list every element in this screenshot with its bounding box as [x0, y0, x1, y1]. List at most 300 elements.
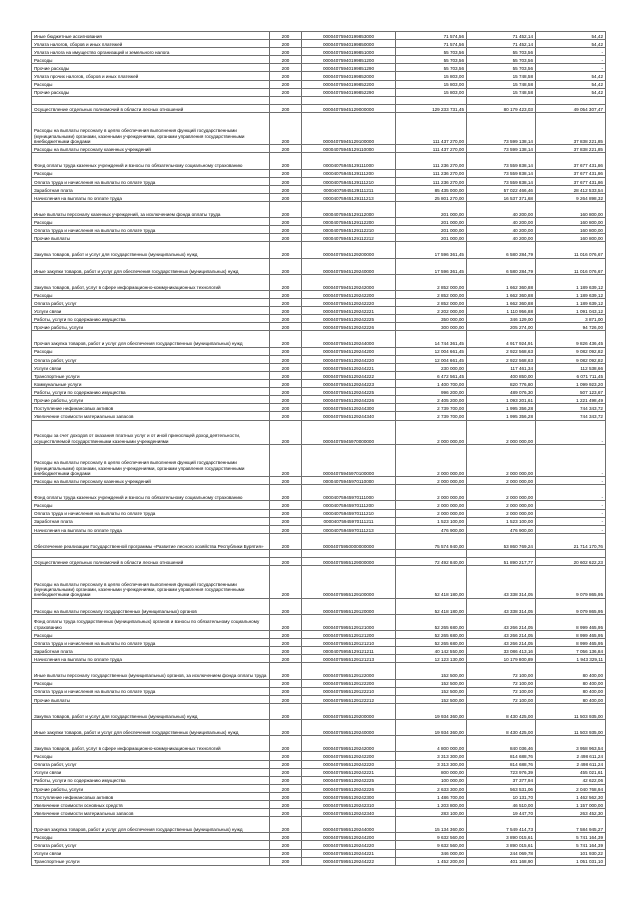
approved-amount-cell: 152 500,00 [396, 687, 467, 695]
approved-amount-cell: 201 000,00 [396, 234, 467, 242]
table-row [32, 420, 606, 444]
budget-code-cell: 00004075945970111210 [302, 509, 396, 517]
expense-name-cell: Оплата труда и начисления на выплаты по оплате труда [32, 226, 270, 234]
expense-name-cell: Фонд оплаты труда казенных учреждений и взносы по обязательному социальному страхованию [32, 153, 270, 169]
budget-code-cell: 00004075945129112200 [302, 218, 396, 226]
unexecuted-amount-cell: 54,42 [536, 80, 606, 88]
budget-code-cell: 00004075945129240000 [302, 258, 396, 274]
unexecuted-amount-cell: 744 343,72 [536, 412, 606, 420]
executed-amount-cell: 40 200,00 [467, 218, 536, 226]
expense-name-cell: Оплата труда и начисления на выплаты по оплате труда [32, 687, 270, 695]
table-row [32, 48, 606, 56]
approved-amount-cell: 230 000,00 [396, 363, 467, 371]
unexecuted-amount-cell: 5 741 164,39 [536, 841, 606, 849]
expense-name-cell: Расходы [32, 501, 270, 509]
line-code-cell: 200 [270, 776, 302, 784]
budget-code-cell: 00004075945129244222 [302, 371, 396, 379]
line-code-cell: 200 [270, 112, 302, 144]
expense-name-cell: Заработная плата [32, 517, 270, 525]
unexecuted-amount-cell: 160 800,00 [536, 201, 606, 217]
table-row [32, 274, 606, 290]
budget-code-cell: 00004075940199850000 [302, 40, 396, 48]
expense-name-cell: Расходы [32, 56, 270, 64]
budget-code-cell: 00004075955129122200 [302, 679, 396, 687]
approved-amount-cell: 25 801 270,00 [396, 193, 467, 201]
budget-code-cell: 00004075945970000000 [302, 420, 396, 444]
approved-amount-cell: 52 265 680,00 [396, 614, 467, 630]
table-row [32, 509, 606, 517]
expense-name-cell: Услуги связи [32, 307, 270, 315]
executed-amount-cell: 3 890 015,61 [467, 833, 536, 841]
approved-amount-cell: 2 739 700,00 [396, 412, 467, 420]
unexecuted-amount-cell: 160 800,00 [536, 234, 606, 242]
executed-amount-cell: 1 093 201,61 [467, 396, 536, 404]
executed-amount-cell: 1 662 360,88 [467, 291, 536, 299]
executed-amount-cell: 244 069,78 [467, 849, 536, 857]
budget-code-cell: 00004075945970100000 [302, 444, 396, 476]
table-row [32, 857, 606, 865]
executed-amount-cell: 1 523 100,00 [467, 517, 536, 525]
unexecuted-amount-cell: 1 189 639,12 [536, 299, 606, 307]
expense-name-cell: Закупка товаров, работ и услуг для государственных (муниципальных) нужд [32, 242, 270, 258]
executed-amount-cell: 8 430 425,00 [467, 720, 536, 736]
approved-amount-cell: 2 000 000,00 [396, 501, 467, 509]
approved-amount-cell: 2 852 000,00 [396, 274, 467, 290]
unexecuted-amount-cell: 8 999 465,95 [536, 639, 606, 647]
executed-amount-cell: 19 447,70 [467, 809, 536, 817]
table-row [32, 800, 606, 808]
approved-amount-cell: 12 004 661,45 [396, 355, 467, 363]
approved-amount-cell: 12 004 661,45 [396, 347, 467, 355]
table-row [32, 833, 606, 841]
table-row [32, 525, 606, 533]
line-code-cell: 200 [270, 258, 302, 274]
unexecuted-amount-cell: 6 071 711,45 [536, 371, 606, 379]
executed-amount-cell: 820 776,80 [467, 380, 536, 388]
unexecuted-amount-cell: 507 123,67 [536, 388, 606, 396]
executed-amount-cell: 8 430 425,00 [467, 703, 536, 719]
line-code-cell: 200 [270, 420, 302, 444]
executed-amount-cell: 401 168,90 [467, 857, 536, 865]
unexecuted-amount-cell: 9 264 898,32 [536, 193, 606, 201]
budget-code-cell: 00004075955129120000 [302, 598, 396, 614]
line-code-cell: 200 [270, 841, 302, 849]
expense-name-cell: Оплата труда и начисления на выплаты по оплате труда [32, 509, 270, 517]
budget-code-cell: 00004075955129122000 [302, 663, 396, 679]
table-row [32, 752, 606, 760]
approved-amount-cell: 3 313 300,00 [396, 760, 467, 768]
expense-name-cell: Фонд оплаты труда государственных (муниципальных) органов и взносы по обязательному социальному страхованию [32, 614, 270, 630]
budget-code-cell: 00004075945129244223 [302, 380, 396, 388]
budget-code-cell: 00004075955129200000 [302, 703, 396, 719]
expense-name-cell: Иные закупки товаров, работ и услуг для обеспечения государственных (муниципальных) нужд [32, 720, 270, 736]
line-code-cell: 200 [270, 363, 302, 371]
table-row [32, 558, 606, 566]
unexecuted-amount-cell: 1 157 000,00 [536, 800, 606, 808]
expense-name-cell: Оплата труда и начисления на выплаты по оплате труда [32, 177, 270, 185]
approved-amount-cell: 152 500,00 [396, 663, 467, 679]
approved-amount-cell: 15 803,00 [396, 80, 467, 88]
unexecuted-amount-cell: 37 838 221,85 [536, 145, 606, 153]
expense-name-cell: Закупка товаров, работ, услуг в сфере информационно-коммуникационных технологий [32, 736, 270, 752]
expense-name-cell: Прочие расходы [32, 88, 270, 96]
line-code-cell: 200 [270, 347, 302, 355]
budget-code-cell: 00004075955129242000 [302, 736, 396, 752]
expense-name-cell: Закупка товаров, работ и услуг для государственных (муниципальных) нужд [32, 703, 270, 719]
expense-name-cell: Прочие работы, услуги [32, 784, 270, 792]
line-code-cell: 200 [270, 169, 302, 177]
budget-code-cell: 00004075955129242340 [302, 809, 396, 817]
budget-code-cell: 00004075955129121000 [302, 614, 396, 630]
unexecuted-amount-cell: 112 538,66 [536, 363, 606, 371]
expense-name-cell: Уплата налогов, сборов и иных платежей [32, 40, 270, 48]
unexecuted-amount-cell: 1 091 043,12 [536, 307, 606, 315]
executed-amount-cell: 71 452,14 [467, 32, 536, 40]
unexecuted-amount-cell: 7 056 136,84 [536, 647, 606, 655]
expense-name-cell: Поступление нефинансовых активов [32, 792, 270, 800]
approved-amount-cell: 201 000,00 [396, 226, 467, 234]
table-row [32, 258, 606, 274]
approved-amount-cell: 350 000,00 [396, 315, 467, 323]
table-row [32, 485, 606, 501]
unexecuted-amount-cell: 8 999 465,95 [536, 631, 606, 639]
executed-amount-cell: 814 688,76 [467, 760, 536, 768]
approved-amount-cell: 6 472 561,45 [396, 371, 467, 379]
approved-amount-cell: 152 500,00 [396, 695, 467, 703]
budget-code-cell: 00004075945970111211 [302, 517, 396, 525]
budget-code-cell: 00004075945129244221 [302, 363, 396, 371]
expense-name-cell: Заработная плата [32, 185, 270, 193]
table-row [32, 695, 606, 703]
unexecuted-amount-cell: 3 958 963,54 [536, 736, 606, 752]
budget-code-cell: 00004075945129244226 [302, 396, 396, 404]
expense-name-cell: Работы, услуги по содержанию имущества [32, 315, 270, 323]
table-row [32, 323, 606, 331]
executed-amount-cell: 73 599 138,14 [467, 145, 536, 153]
unexecuted-amount-cell: 263 452,30 [536, 809, 606, 817]
table-row [32, 291, 606, 299]
line-code-cell: 200 [270, 412, 302, 420]
line-code-cell: 200 [270, 687, 302, 695]
budget-code-cell: 00004075940199852200 [302, 80, 396, 88]
executed-amount-cell: 400 850,00 [467, 371, 536, 379]
line-code-cell: 200 [270, 655, 302, 663]
table-row [32, 614, 606, 630]
approved-amount-cell: 15 134 360,00 [396, 817, 467, 833]
unexecuted-amount-cell: 9 079 865,95 [536, 598, 606, 614]
expense-name-cell: Расходы [32, 80, 270, 88]
executed-amount-cell: 4 917 924,91 [467, 331, 536, 347]
line-code-cell: 200 [270, 56, 302, 64]
unexecuted-amount-cell: 28 412 533,54 [536, 185, 606, 193]
expense-name-cell: Расходы [32, 833, 270, 841]
unexecuted-amount-cell: 80 400,00 [536, 679, 606, 687]
budget-code-cell: 00004075955129100000 [302, 566, 396, 598]
line-code-cell: 200 [270, 218, 302, 226]
approved-amount-cell: 2 000 000,00 [396, 485, 467, 501]
table-row [32, 631, 606, 639]
executed-amount-cell [467, 550, 536, 558]
table-row [32, 96, 606, 104]
executed-amount-cell: 205 274,00 [467, 323, 536, 331]
executed-amount-cell: 15 748,58 [467, 88, 536, 96]
executed-amount-cell: 55 703,56 [467, 48, 536, 56]
executed-amount-cell: 73 599 138,14 [467, 112, 536, 144]
expense-name-cell: Расходы [32, 752, 270, 760]
unexecuted-amount-cell: 21 714 170,76 [536, 533, 606, 549]
budget-code-cell: 00004075955129242200 [302, 752, 396, 760]
unexecuted-amount-cell: 80 400,00 [536, 663, 606, 679]
approved-amount-cell: 2 202 000,00 [396, 307, 467, 315]
expense-name-cell: Прочие работы, услуги [32, 396, 270, 404]
executed-amount-cell: 2 922 568,63 [467, 347, 536, 355]
budget-code-cell: 00004075955129244221 [302, 849, 396, 857]
approved-amount-cell: 283 100,00 [396, 809, 467, 817]
executed-amount-cell: 43 338 314,05 [467, 598, 536, 614]
table-row [32, 517, 606, 525]
line-code-cell: 200 [270, 501, 302, 509]
table-row [32, 112, 606, 144]
approved-amount-cell: 152 500,00 [396, 679, 467, 687]
unexecuted-amount-cell: 37 677 431,86 [536, 169, 606, 177]
executed-amount-cell: 46 510,00 [467, 800, 536, 808]
unexecuted-amount-cell: - [536, 477, 606, 485]
expense-name-cell: Поступление нефинансовых активов [32, 404, 270, 412]
expense-name-cell: Фонд оплаты труда казенных учреждений и взносы по обязательному социальному страхованию [32, 485, 270, 501]
approved-amount-cell: 111 236 270,00 [396, 153, 467, 169]
expense-name-cell: Заработная плата [32, 647, 270, 655]
line-code-cell: 200 [270, 291, 302, 299]
line-code-cell: 200 [270, 703, 302, 719]
approved-amount-cell: 111 437 270,00 [396, 145, 467, 153]
line-code-cell: 200 [270, 614, 302, 630]
unexecuted-amount-cell: - [536, 444, 606, 476]
executed-amount-cell: 489 076,30 [467, 388, 536, 396]
executed-amount-cell: 2 000 000,00 [467, 509, 536, 517]
unexecuted-amount-cell: - [536, 420, 606, 444]
line-code-cell: 200 [270, 833, 302, 841]
expense-name-cell: Работы, услуги по содержанию имущества [32, 776, 270, 784]
table-row [32, 550, 606, 558]
expense-name-cell: Транспортные услуги [32, 857, 270, 865]
budget-code-cell: 00004075955129122210 [302, 687, 396, 695]
line-code-cell: 200 [270, 64, 302, 72]
budget-code-cell: 00004075955129121200 [302, 631, 396, 639]
budget-code-cell: 00004075945129100000 [302, 112, 396, 144]
expense-name-cell [32, 96, 270, 104]
expense-name-cell: Уплата налога на имущество организаций и земельного налога [32, 48, 270, 56]
table-row [32, 817, 606, 833]
unexecuted-amount-cell: 1 462 562,30 [536, 792, 606, 800]
line-code-cell: 200 [270, 849, 302, 857]
executed-amount-cell: 33 086 413,16 [467, 647, 536, 655]
unexecuted-amount-cell: - [536, 501, 606, 509]
approved-amount-cell: 2 000 000,00 [396, 420, 467, 444]
approved-amount-cell: 85 435 000,00 [396, 185, 467, 193]
approved-amount-cell: 19 934 360,00 [396, 703, 467, 719]
line-code-cell: 200 [270, 380, 302, 388]
line-code-cell: 200 [270, 177, 302, 185]
executed-amount-cell: 3 890 015,61 [467, 841, 536, 849]
line-code-cell: 200 [270, 355, 302, 363]
expense-name-cell: Расходы [32, 347, 270, 355]
budget-code-cell: 00004075940199852290 [302, 88, 396, 96]
executed-amount-cell: 117 461,34 [467, 363, 536, 371]
line-code-cell [270, 550, 302, 558]
approved-amount-cell: 52 418 180,00 [396, 598, 467, 614]
table-row [32, 768, 606, 776]
table-row [32, 404, 606, 412]
line-code-cell: 200 [270, 145, 302, 153]
expense-name-cell: Расходы на выплаты персоналу в целях обеспечения выполнения функций государственными (муниципальными) органами, казенными учреждениями, органами управления государственными внебюджетными фондами [32, 566, 270, 598]
expense-name-cell: Начисления на выплаты по оплате труда [32, 655, 270, 663]
executed-amount-cell: 2 000 000,00 [467, 477, 536, 485]
expense-name-cell: Расходы за счет доходов от оказания платных услуг и от иной приносящей доход деятельности, осуществляемой государственными казенными учреждениями [32, 420, 270, 444]
table-row [32, 355, 606, 363]
executed-amount-cell: 346 129,00 [467, 315, 536, 323]
executed-amount-cell: 51 890 217,77 [467, 558, 536, 566]
approved-amount-cell [396, 96, 467, 104]
unexecuted-amount-cell: 3 871,00 [536, 315, 606, 323]
expense-name-cell: Оплата работ, услуг [32, 299, 270, 307]
unexecuted-amount-cell: - [536, 509, 606, 517]
approved-amount-cell: 52 265 680,00 [396, 639, 467, 647]
unexecuted-amount-cell: 80 400,00 [536, 687, 606, 695]
budget-code-cell: 00004075955129244200 [302, 833, 396, 841]
table-row [32, 307, 606, 315]
line-code-cell: 200 [270, 315, 302, 323]
expense-name-cell: Коммунальные услуги [32, 380, 270, 388]
table-row [32, 201, 606, 217]
executed-amount-cell: 73 559 838,14 [467, 169, 536, 177]
unexecuted-amount-cell: 1 221 498,49 [536, 396, 606, 404]
budget-code-cell: 00004075945129111210 [302, 177, 396, 185]
executed-amount-cell: 16 537 371,68 [467, 193, 536, 201]
expense-name-cell: Начисления на выплаты по оплате труда [32, 193, 270, 201]
unexecuted-amount-cell: 54,42 [536, 40, 606, 48]
line-code-cell: 200 [270, 736, 302, 752]
table-row [32, 153, 606, 169]
budget-code-cell: 00004075950000000000 [302, 533, 396, 549]
budget-code-cell: 00004075955129242225 [302, 776, 396, 784]
expense-name-cell: Расходы на выплаты персоналу государственных (муниципальных) органов [32, 598, 270, 614]
expense-name-cell: Увеличение стоимости материальных запасов [32, 809, 270, 817]
line-code-cell: 200 [270, 857, 302, 865]
expense-name-cell: Прочая закупка товаров, работ и услуг для обеспечения государственных (муниципальных) нужд [32, 331, 270, 347]
line-code-cell: 200 [270, 40, 302, 48]
table-row [32, 242, 606, 258]
table-row [32, 32, 606, 40]
approved-amount-cell: 15 803,00 [396, 88, 467, 96]
budget-code-cell: 00004075945129112212 [302, 234, 396, 242]
executed-amount-cell: 43 266 214,05 [467, 639, 536, 647]
budget-code-cell: 00004075945129242220 [302, 299, 396, 307]
expense-name-cell: Расходы на выплаты персоналу казенных учреждений [32, 477, 270, 485]
executed-amount-cell: 2 000 000,00 [467, 485, 536, 501]
table-row [32, 218, 606, 226]
executed-amount-cell: 563 531,06 [467, 784, 536, 792]
budget-code-cell: 00004075955129240000 [302, 720, 396, 736]
budget-code-cell [302, 550, 396, 558]
budget-code-cell: 00004075955129121210 [302, 639, 396, 647]
expense-name-cell: Услуги связи [32, 363, 270, 371]
executed-amount-cell: 37 377,94 [467, 776, 536, 784]
executed-amount-cell: 72 100,00 [467, 687, 536, 695]
unexecuted-amount-cell: 42 622,06 [536, 776, 606, 784]
budget-code-cell: 00004075940199851290 [302, 64, 396, 72]
expense-name-cell: Прочие выплаты [32, 234, 270, 242]
executed-amount-cell: 57 022 466,46 [467, 185, 536, 193]
line-code-cell: 200 [270, 663, 302, 679]
executed-amount-cell: 6 580 284,79 [467, 258, 536, 274]
budget-code-cell: 00004075945129244000 [302, 331, 396, 347]
unexecuted-amount-cell: 1 099 923,20 [536, 380, 606, 388]
line-code-cell: 200 [270, 299, 302, 307]
approved-amount-cell: 40 142 550,00 [396, 647, 467, 655]
table-row [32, 412, 606, 420]
line-code-cell: 200 [270, 371, 302, 379]
table-row [32, 64, 606, 72]
line-code-cell: 200 [270, 153, 302, 169]
budget-code-cell: 00004075945129111211 [302, 185, 396, 193]
line-code-cell: 200 [270, 32, 302, 40]
expense-name-cell: Расходы [32, 291, 270, 299]
expense-name-cell [32, 550, 270, 558]
expense-name-cell: Расходы [32, 679, 270, 687]
unexecuted-amount-cell: 37 838 221,85 [536, 112, 606, 144]
approved-amount-cell: 1 523 100,00 [396, 517, 467, 525]
budget-code-cell: 00004075945129000000 [302, 104, 396, 112]
line-code-cell: 200 [270, 48, 302, 56]
executed-amount-cell: 73 559 838,14 [467, 153, 536, 169]
table-row [32, 193, 606, 201]
line-code-cell: 200 [270, 817, 302, 833]
line-code-cell: 200 [270, 193, 302, 201]
executed-amount-cell [467, 96, 536, 104]
unexecuted-amount-cell: - [536, 525, 606, 533]
table-row [32, 792, 606, 800]
expense-name-cell: Прочие расходы [32, 64, 270, 72]
expense-name-cell: Начисления на выплаты по оплате труда [32, 525, 270, 533]
budget-code-cell: 00004075945129112000 [302, 201, 396, 217]
budget-code-cell: 00004075945129242226 [302, 323, 396, 331]
expense-name-cell: Прочие работы, услуги [32, 323, 270, 331]
table-row [32, 169, 606, 177]
line-code-cell: 200 [270, 647, 302, 655]
executed-amount-cell: 476 900,00 [467, 525, 536, 533]
executed-amount-cell: 7 549 414,73 [467, 817, 536, 833]
unexecuted-amount-cell: 2 498 611,24 [536, 752, 606, 760]
budget-code-cell: 00004075945129111000 [302, 153, 396, 169]
budget-code-cell: 00004075940199851200 [302, 56, 396, 64]
expense-name-cell: Услуги связи [32, 849, 270, 857]
line-code-cell: 200 [270, 396, 302, 404]
line-code-cell: 200 [270, 752, 302, 760]
expense-name-cell: Прочие выплаты [32, 695, 270, 703]
table-row [32, 145, 606, 153]
line-code-cell: 200 [270, 792, 302, 800]
line-code-cell: 200 [270, 104, 302, 112]
table-row [32, 566, 606, 598]
budget-code-cell: 00004075955129242310 [302, 800, 396, 808]
unexecuted-amount-cell: 54,42 [536, 88, 606, 96]
line-code-cell: 200 [270, 185, 302, 193]
budget-code-cell: 00004075945129110000 [302, 145, 396, 153]
table-row [32, 299, 606, 307]
unexecuted-amount-cell: 160 800,00 [536, 218, 606, 226]
approved-amount-cell: 201 000,00 [396, 218, 467, 226]
line-code-cell: 200 [270, 485, 302, 501]
